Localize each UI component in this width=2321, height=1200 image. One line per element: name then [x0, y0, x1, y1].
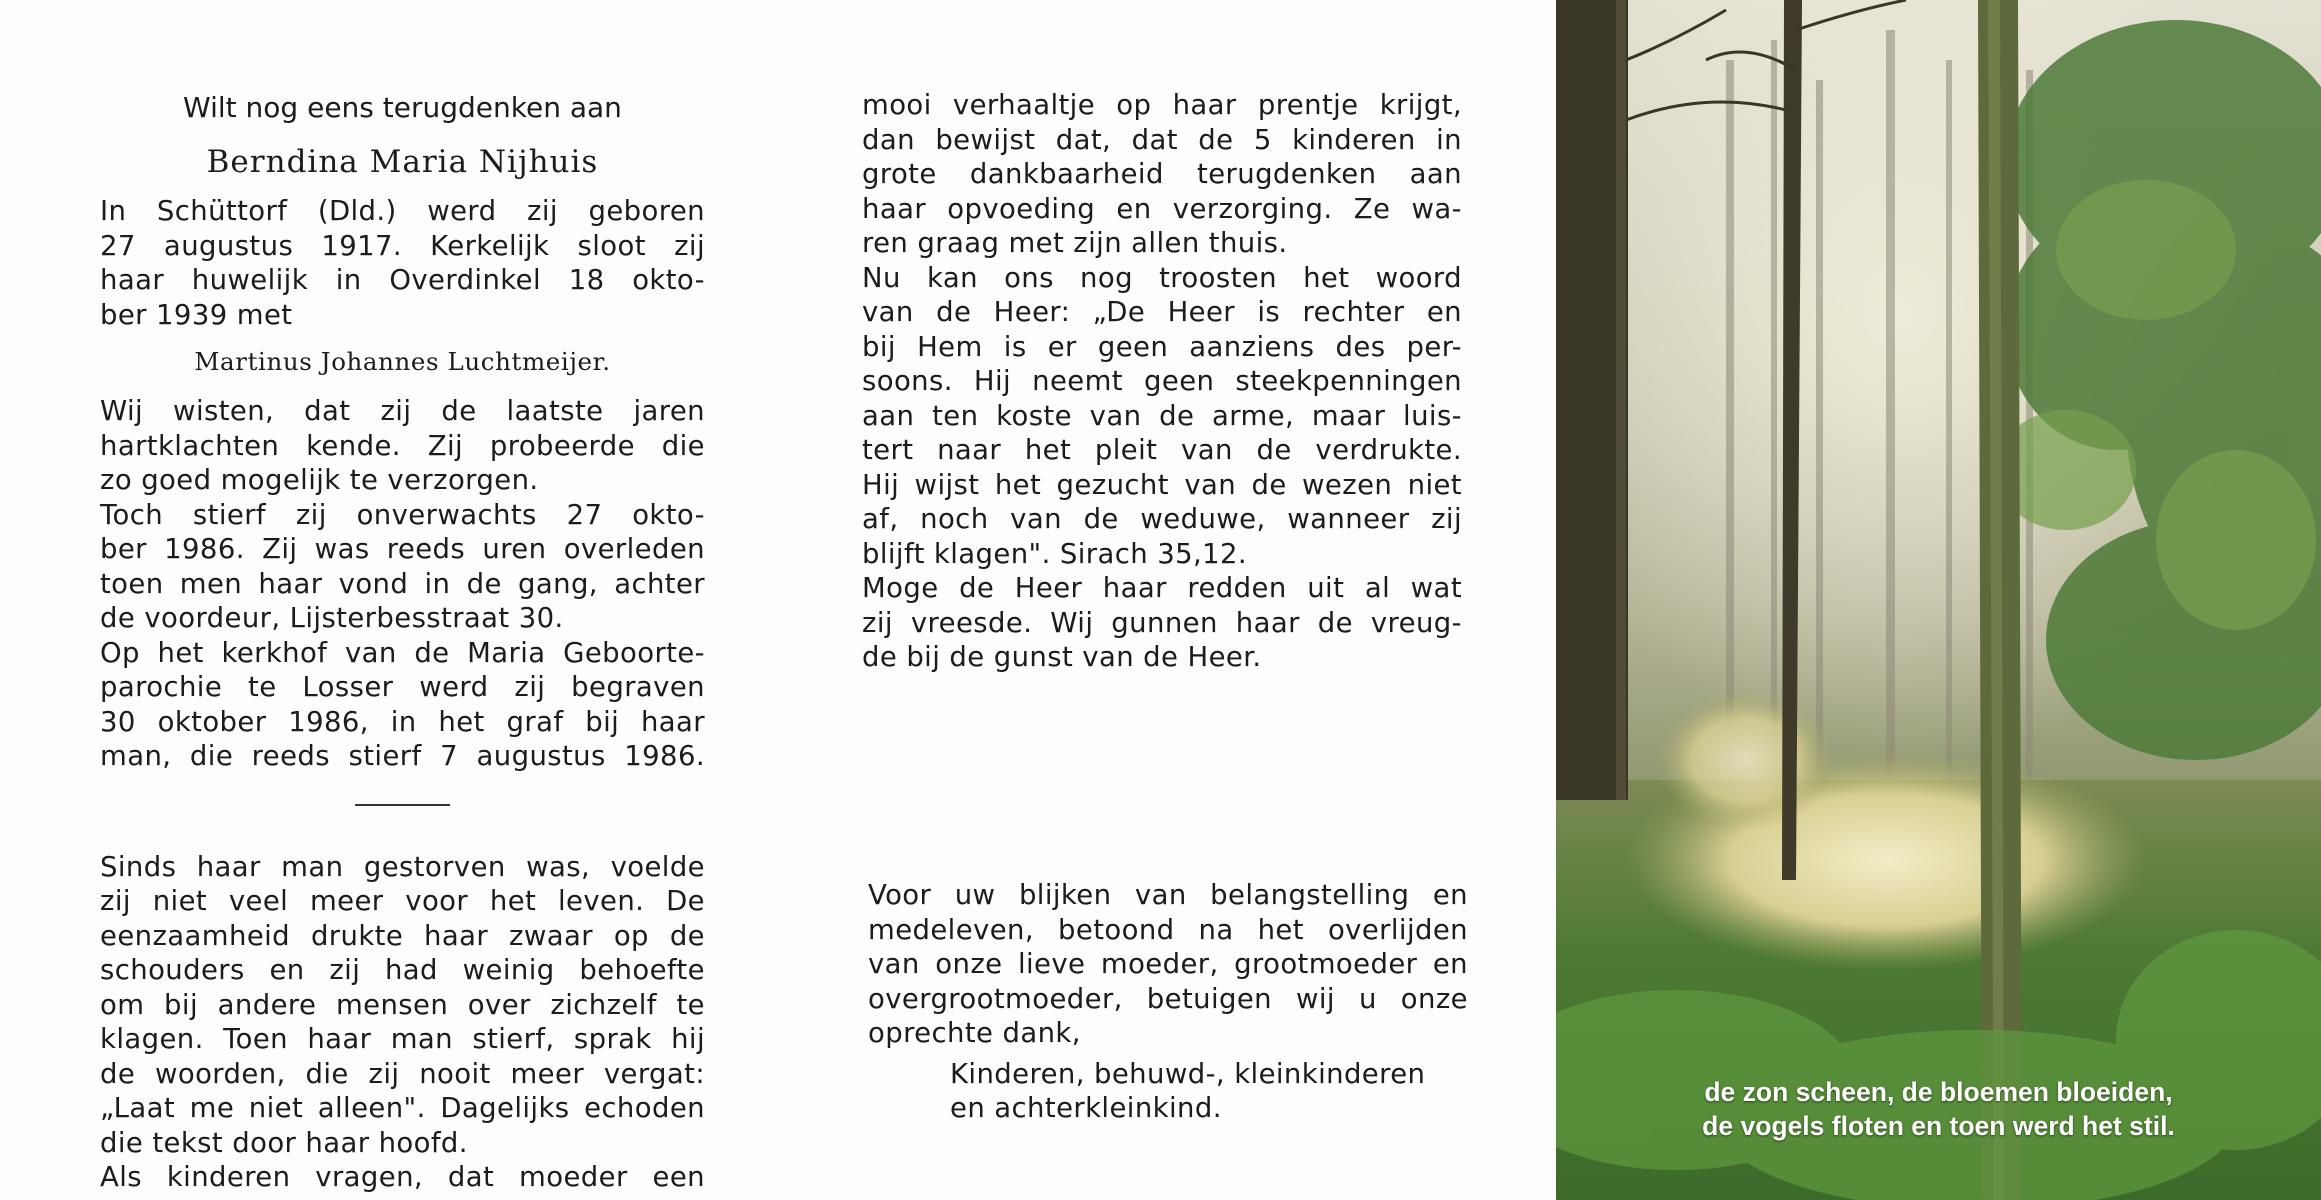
section-divider [355, 804, 450, 806]
text-line: 27 augustus 1917. Kerkelijk sloot zij [100, 229, 705, 262]
text-line: Toch stierf zij onverwachts 27 okto- [100, 498, 705, 531]
photo-caption-line-1: de zon scheen, de bloemen bloeiden, [1704, 1077, 2173, 1107]
text-line: klagen. Toen haar man stierf, sprak hij [100, 1023, 705, 1055]
text-line: dan bewijst dat, dat de 5 kinderen in [862, 123, 1462, 156]
loneliness-paragraph [100, 850, 705, 1195]
text-line: de bij de gunst van de Heer. [862, 641, 1262, 673]
text-line: om bij andere mensen over zichzelf te [100, 988, 705, 1021]
left-column [100, 88, 705, 1195]
forest-illustration [1556, 0, 2321, 1200]
text-line: soons. Hij neemt geen steekpenningen [862, 365, 1462, 397]
middle-column [862, 88, 1462, 675]
text-line: oprechte dank, [868, 1017, 1081, 1049]
text-line: mooi verhaaltje op haar prentje krijgt, [862, 89, 1462, 121]
forest-photo [1556, 0, 2321, 1200]
text-line: van onze lieve moeder, grootmoeder en [868, 948, 1468, 980]
text-line: tert naar het pleit van de verdrukte. [862, 434, 1462, 466]
text-line: Sinds haar man gestorven was, voelde [100, 850, 705, 883]
text-line: bij Hem is er geen aanziens des per- [862, 330, 1462, 363]
text-line: 30 oktober 1986, in het graf bij haar [100, 705, 705, 738]
deceased-name: Berndina Maria Nijhuis [206, 144, 599, 180]
text-line: ren graag met zijn allen thuis. [862, 227, 1288, 259]
text-line: de woorden, die zij nooit meer vergat: [100, 1057, 705, 1090]
text-line: zij niet veel meer voor het leven. De [100, 885, 705, 917]
birth-paragraph [100, 194, 705, 332]
text-line: ber 1986. Zij was reeds uren overleden [100, 533, 705, 565]
text-line: zij vreesde. Wij gunnen haar de vreug- [862, 606, 1462, 639]
text-line: Hij wijst het gezucht van de wezen niet [862, 468, 1462, 501]
text-line: ber 1939 met [100, 298, 293, 331]
text-line: Op het kerkhof van de Maria Geboorte- [100, 636, 705, 669]
text-line: Moge de Heer haar redden uit al wat [862, 572, 1462, 604]
text-line: In Schüttorf (Dld.) werd zij geboren [100, 195, 705, 227]
text-line: Wij wisten, dat zij de laatste jaren [100, 395, 705, 427]
family-signature: en achterkleinkind. [950, 1092, 1222, 1124]
text-line: van de Heer: „De Heer is rechter en [862, 296, 1462, 328]
text-line: toen men haar vond in de gang, achter [100, 567, 705, 600]
partner-name: Martinus Johannes Luchtmeijer. [194, 347, 611, 376]
photo-caption-line-2: de vogels floten en toen werd het stil. [1702, 1111, 2175, 1141]
text-line: die tekst door haar hoofd. [100, 1126, 468, 1159]
family-signature: Kinderen, behuwd-, kleinkinderen [950, 1057, 1426, 1090]
text-line: schouders en zij had weinig behoefte [100, 954, 705, 986]
text-line: man, die reeds stierf 7 augustus 1986. [100, 740, 705, 772]
text-line: Voor uw blijken van belangstelling en [868, 879, 1468, 911]
text-line: de voordeur, Lijsterbesstraat 30. [100, 602, 564, 634]
text-line: Nu kan ons nog troosten het woord [862, 261, 1462, 294]
text-line: grote dankbaarheid terugdenken aan [862, 158, 1462, 190]
text-line: parochie te Losser werd zij begraven [100, 671, 705, 703]
text-line: hartklachten kende. Zij probeerde die [100, 429, 705, 462]
text-line: zo goed mogelijk te verzorgen. [100, 464, 539, 496]
text-line: Als kinderen vragen, dat moeder een [100, 1161, 705, 1193]
text-line: medeleven, betoond na het overlijden [868, 913, 1468, 946]
text-line: blijft klagen". Sirach 35,12. [862, 537, 1248, 570]
text-line: „Laat me niet alleen". Dagelijks echoden [100, 1092, 705, 1124]
text-line: overgrootmoeder, betuigen wij u onze [868, 982, 1468, 1015]
text-line: aan ten koste van de arme, maar luis- [862, 399, 1462, 432]
text-line: af, noch van de weduwe, wanneer zij [862, 503, 1462, 535]
thanks-section [868, 878, 1468, 1126]
signoff [868, 1057, 1468, 1126]
text-line: haar opvoeding en verzorging. Ze wa- [862, 192, 1462, 225]
intro-text: Wilt nog eens terugdenken aan [183, 91, 622, 124]
text-line: haar huwelijk in Overdinkel 18 okto- [100, 264, 705, 296]
text-line: eenzaamheid drukte haar zwaar op de [100, 919, 705, 952]
death-paragraph [100, 394, 705, 774]
